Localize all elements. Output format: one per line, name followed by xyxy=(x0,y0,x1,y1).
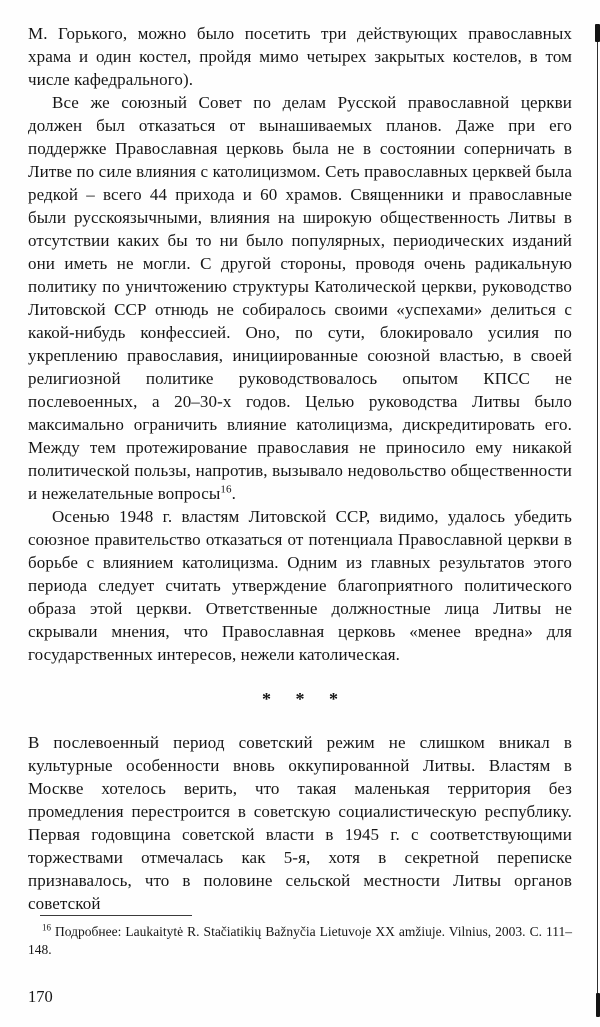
scan-edge-artifact xyxy=(595,24,600,42)
paragraph-text: Все же союзный Совет по делам Русской православной церкви должен был отказаться от вынашиваемых планов. Даже при его поддержке Православная церковь была не в состоянии соперничать в Литве по силе влияния с католицизмом. Сеть православных церквей была редкой – всего 44 прихода и 60 храмов. Священники и православные были русскоязычными, влияния на широкую общественность Литвы в отсутствии каких бы то ни было популярных, периодических изданий они иметь не могли. С другой стороны, проводя очень радикальную политику по уничтожению структуры Католической церкви, руководство Литовской ССР отнюдь не собиралось своими «успехами» делиться с какой-нибудь конфессией. Оно, по сути, блокировало усилия по укреплению православия, инициированные союзной властью, в своей религиозной политике руководствовалось опытом КПСС не послевоенных, а 20–30-х годов. Целью руководства Литвы было максимально ограничить влияние католицизма, дискредитировать его. Между тем протежирование православия не приносило ему никакой политической пользы, напротив, вызывало недовольство общественности и нежелательные вопросы xyxy=(28,93,572,503)
paragraph-text: М. Горького, можно было посетить три действующих православных храма и один костел, пройдя мимо четырех закрытых костелов, в том числе кафедрального). xyxy=(28,24,572,89)
main-text-block xyxy=(28,22,572,915)
footnote-body: Подробнее: Laukaitytė R. Stačiatikių Bažnyčia Lietuvoje XX amžiuje. Vilnius, 2003. С. 111–148. xyxy=(28,924,572,957)
section-separator: * * * xyxy=(262,689,348,709)
body-paragraph xyxy=(28,505,572,666)
page-number: 170 xyxy=(28,987,53,1006)
footnote-marker: 16 xyxy=(42,922,51,933)
footnote-rule xyxy=(40,915,192,916)
scan-edge-artifact xyxy=(597,40,599,1007)
body-paragraph xyxy=(28,91,572,505)
scan-edge-artifact xyxy=(596,993,600,1017)
footnote-reference: 16 xyxy=(220,483,232,496)
paragraph-text: В послевоенный период советский режим не слишком вникал в культурные особенности вновь оккупированной Литвы. Властям в Москве хотелось верить, что такая маленькая территория без промедления перестроится в советскую социалистическую республику. Первая годовщина советской власти в 1945 г. с соответствующими торжествами отмечалась как 5-я, хотя в секретной переписке признавалось, что в половине сельской местности Литвы органов советской xyxy=(28,733,572,913)
paragraph-suffix: . xyxy=(231,484,236,503)
body-paragraph xyxy=(28,22,572,91)
body-paragraph xyxy=(28,731,572,915)
footnote-block xyxy=(28,915,572,1008)
paragraph-text: Осенью 1948 г. властям Литовской ССР, видимо, удалось убедить союзное правительство отказаться от потенциала Православной церкви в борьбе с влиянием католицизма. Одним из главных результатов этого периода следует считать утверждение благоприятного политического образа этой церкви. Ответственные должностные лица Литвы не скрывали мнения, что Православная церковь «менее вредна» для государственных интересов, нежели католическая. xyxy=(28,507,572,664)
footnote-text xyxy=(28,923,572,959)
